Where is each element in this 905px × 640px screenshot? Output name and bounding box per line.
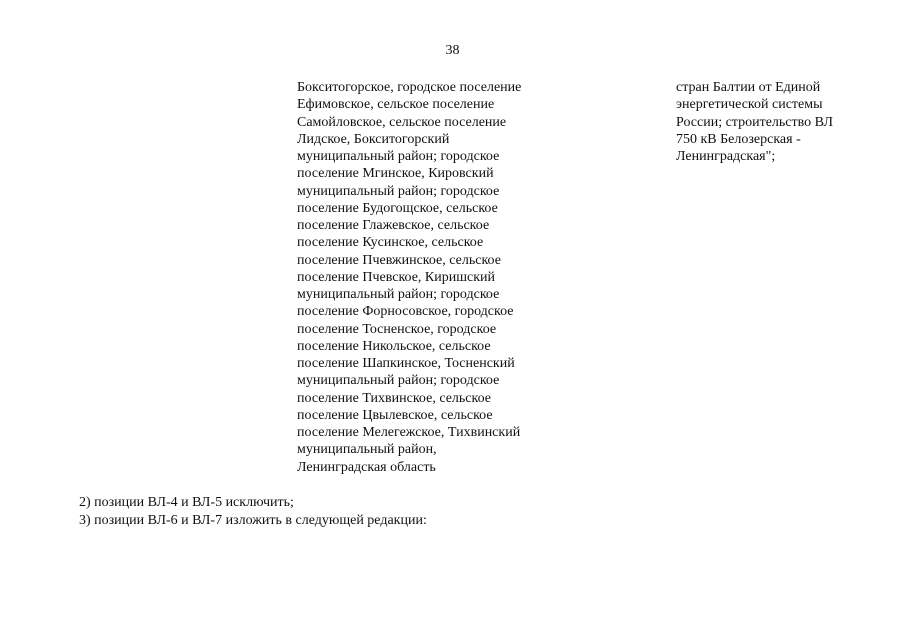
amendment-list	[79, 494, 839, 530]
table-cell-purpose	[676, 79, 876, 165]
purpose-line: 750 кВ Белозерская -	[676, 131, 801, 147]
location-line: поселение Шапкинское, Тосненский	[297, 356, 515, 371]
location-line: поселение Никольское, сельское	[297, 338, 491, 354]
purpose-line: Ленинградская";	[676, 149, 776, 164]
purpose-line: стран Балтии от Единой	[676, 80, 821, 95]
location-line: муниципальный район; городское	[297, 373, 500, 389]
table-cell-location	[297, 79, 597, 476]
location-line: поселение Форносовское, городское	[297, 304, 514, 320]
location-line: Лидское, Бокситогорский	[297, 131, 450, 147]
location-line: поселение Цвылевское, сельское	[297, 407, 493, 423]
location-line: Бокситогорское, городское поселение	[297, 80, 522, 95]
location-line: Ефимовское, сельское поселение	[297, 97, 495, 113]
location-line: муниципальный район; городское	[297, 287, 500, 302]
location-line: муниципальный район; городское	[297, 149, 500, 164]
amendment-item: 3) позиции ВЛ-6 и ВЛ-7 изложить в следующей редакции:	[79, 513, 427, 528]
purpose-line: России; строительство ВЛ	[676, 114, 833, 130]
purpose-line: энергетической системы	[676, 97, 823, 113]
page-number: 38	[445, 43, 460, 58]
location-line: поселение Тихвинское, сельское	[297, 390, 491, 406]
location-line: поселение Будогощское, сельское	[297, 200, 498, 216]
amendment-item: 2) позиции ВЛ-4 и ВЛ-5 исключить;	[79, 495, 294, 510]
location-line: поселение Мгинское, Кировский	[297, 166, 494, 182]
location-line: поселение Кусинское, сельское	[297, 235, 484, 251]
location-line: Самойловское, сельское поселение	[297, 114, 507, 130]
location-line: поселение Пчевжинское, сельское	[297, 252, 501, 268]
location-line: муниципальный район,	[297, 442, 437, 458]
location-line: муниципальный район; городское	[297, 183, 500, 199]
location-line: поселение Глажевское, сельское	[297, 218, 490, 233]
location-line: Ленинградская область	[297, 459, 436, 475]
location-line: поселение Тосненское, городское	[297, 321, 497, 337]
location-line: поселение Пчевское, Киришский	[297, 269, 496, 285]
location-line: поселение Мелегежское, Тихвинский	[297, 425, 521, 440]
